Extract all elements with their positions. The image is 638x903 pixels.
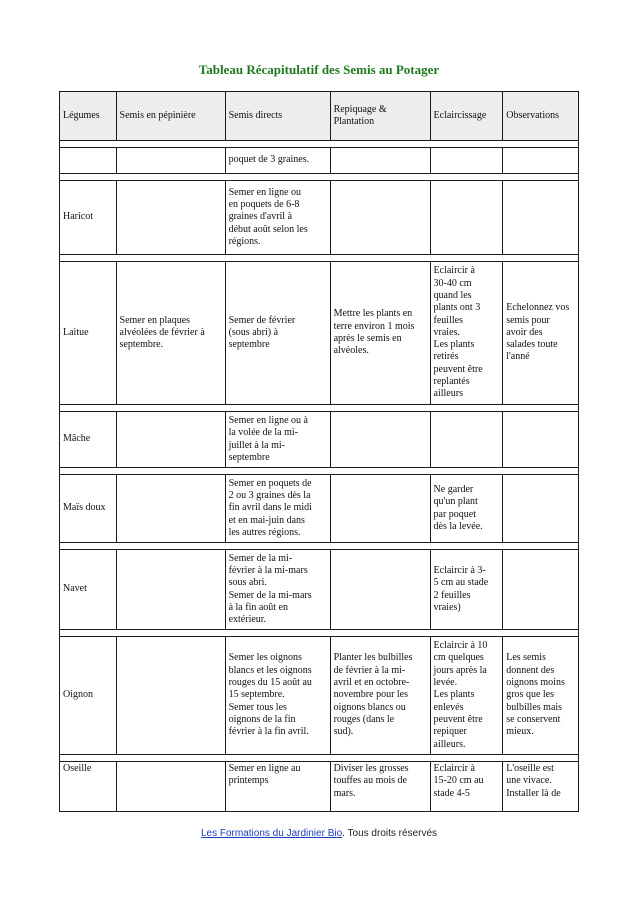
- cell-vegetable: Haricot: [60, 181, 117, 255]
- table-row: [60, 181, 579, 255]
- cell-vegetable: Laitue: [60, 262, 117, 405]
- cell-direct-sowing: Semer les oignons blancs et les oignons rouges du 15 août au 15 septembre. Semer tous les oignons de la fin février à la fin avril.: [225, 637, 330, 755]
- table-row: [60, 148, 579, 174]
- cell-transplanting: Diviser les grosses touffes au mois de mars.: [330, 762, 430, 812]
- cell-observations: Echelonnez vos semis pour avoir des salades toute l'anné: [503, 262, 579, 405]
- table-row: [60, 412, 579, 468]
- cell-observations: [503, 550, 579, 630]
- cell-thinning: Eclaircir à 3- 5 cm au stade 2 feuilles vraies): [430, 550, 503, 630]
- cell-transplanting: [330, 550, 430, 630]
- page-title: Tableau Récapitulatif des Semis au Potager: [198, 62, 440, 77]
- sowing-summary-table: [59, 91, 579, 812]
- cell-thinning: [430, 148, 503, 174]
- cell-transplanting: [330, 181, 430, 255]
- cell-direct-sowing: Semer de la mi- février à la mi-mars sous abri. Semer de la mi-mars à la fin août en extérieur.: [225, 550, 330, 630]
- column-header-repiquage: Repiquage & Plantation: [330, 92, 430, 141]
- column-header-legumes: Légumes: [60, 92, 117, 141]
- cell-nursery-sowing: [116, 762, 225, 812]
- cell-vegetable: Maïs doux: [60, 475, 117, 543]
- cell-vegetable: Oignon: [60, 637, 117, 755]
- cell-direct-sowing: Semer en ligne ou en poquets de 6-8 graines d'avril à début août selon les régions.: [225, 181, 330, 255]
- table-row: [60, 262, 579, 405]
- cell-transplanting: Planter les bulbilles de février à la mi- avril et en octobre- novembre pour les oignons blancs ou rouges (dans le sud).: [330, 637, 430, 755]
- cell-thinning: [430, 181, 503, 255]
- cell-direct-sowing: Semer en ligne ou à la volée de la mi- juillet à la mi- septembre: [225, 412, 330, 468]
- cell-vegetable: Navet: [60, 550, 117, 630]
- cell-observations: L'oseille est une vivace. Installer là de: [503, 762, 579, 812]
- cell-direct-sowing: Semer de février (sous abri) à septembre: [225, 262, 330, 405]
- footer: [0, 828, 638, 839]
- cell-observations: [503, 148, 579, 174]
- cell-nursery-sowing: [116, 181, 225, 255]
- cell-thinning: [430, 412, 503, 468]
- table-row: [60, 762, 579, 812]
- cell-vegetable: Oseille: [60, 762, 117, 812]
- cell-vegetable: Mâche: [60, 412, 117, 468]
- cell-thinning: Eclaircir à 15-20 cm au stade 4-5: [430, 762, 503, 812]
- cell-transplanting: Mettre les plants en terre environ 1 mois après le semis en alvéoles.: [330, 262, 430, 405]
- table-header-row: [60, 92, 579, 141]
- table-row: [60, 550, 579, 630]
- cell-nursery-sowing: [116, 148, 225, 174]
- cell-nursery-sowing: [116, 412, 225, 468]
- cell-thinning: Ne garder qu'un plant par poquet dès la levée.: [430, 475, 503, 543]
- cell-transplanting: [330, 475, 430, 543]
- cell-thinning: Eclaircir à 10 cm quelques jours après la levée. Les plants enlevés peuvent être repiquer ailleurs.: [430, 637, 503, 755]
- cell-observations: [503, 475, 579, 543]
- footer-copyright: . Tous droits réservés: [342, 828, 438, 839]
- column-header-eclaircissage: Eclaircissage: [430, 92, 503, 141]
- table-row: [60, 475, 579, 543]
- column-header-semis-pepiniere: Semis en pépinière: [116, 92, 225, 141]
- cell-observations: Les semis donnent des oignons moins gros que les bulbilles mais se conservent mieux.: [503, 637, 579, 755]
- cell-direct-sowing: Semer en poquets de 2 ou 3 graines dès la fin avril dans le midi et en mai-juin dans les autres régions.: [225, 475, 330, 543]
- cell-observations: [503, 181, 579, 255]
- cell-nursery-sowing: [116, 475, 225, 543]
- cell-direct-sowing: Semer en ligne au printemps: [225, 762, 330, 812]
- footer-link[interactable]: Les Formations du Jardinier Bio: [200, 828, 343, 839]
- column-header-semis-directs: Semis directs: [225, 92, 330, 141]
- cell-transplanting: [330, 148, 430, 174]
- table-row: [60, 637, 579, 755]
- cell-transplanting: [330, 412, 430, 468]
- cell-observations: [503, 412, 579, 468]
- cell-nursery-sowing: [116, 550, 225, 630]
- cell-nursery-sowing: [116, 637, 225, 755]
- column-header-observations: Observations: [503, 92, 579, 141]
- cell-direct-sowing: poquet de 3 graines.: [225, 148, 330, 174]
- cell-thinning: Eclaircir à 30-40 cm quand les plants ont 3 feuilles vraies. Les plants retirés peuvent être replantés ailleurs: [430, 262, 503, 405]
- cell-vegetable: [60, 148, 117, 174]
- cell-nursery-sowing: Semer en plaques alvéolées de février à septembre.: [116, 262, 225, 405]
